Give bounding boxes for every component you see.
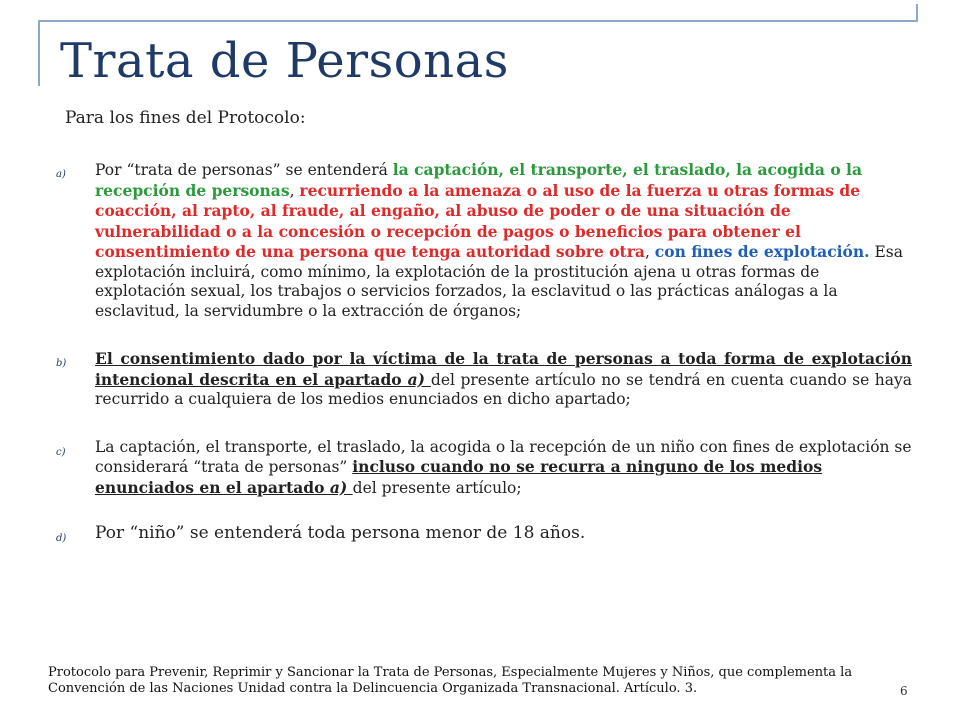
- item-a-purpose: con fines de explotación.: [654, 242, 870, 261]
- item-b-text: del presente artículo no se tendrá en cuenta cuando se haya recurrido a cualquiera de los medios enunciados en dicho apartado;: [95, 370, 912, 408]
- frame-left-line: [38, 20, 40, 86]
- item-a-text-1: Por “trata de personas” se entenderá: [95, 161, 393, 179]
- item-d-text: Por “niño” se entenderá toda persona menor de 18 años.: [95, 523, 586, 543]
- page-number: 6: [900, 684, 908, 698]
- item-b-label: b): [56, 358, 67, 369]
- article-items: [56, 160, 912, 544]
- footer-citation: Protocolo para Prevenir, Reprimir y Sancionar la Trata de Personas, Especialmente Mujeres y Niños, que complementa la Convención de las Naciones Unidad contra la Delincuencia Organizada Transnacional. Artículo. 3.: [48, 665, 853, 696]
- item-a-label: a): [56, 169, 66, 180]
- intro-text: Para los fines del Protocolo:: [65, 108, 306, 128]
- item-d-label: d): [56, 533, 67, 544]
- item-b-consent: El consentimiento dado por la víctima de la trata de personas a toda forma de explotación intencional descrita en el apartado: [95, 349, 912, 389]
- item-d: [56, 524, 912, 544]
- item-a-means: recurriendo a la amenaza o al uso de la fuerza u otras formas de coacción, al rapto, al fraude, al engaño, al abuso de poder o de una situación de vulnerabilidad o a la concesión o recepción de pagos o beneficios para obtener el consentimiento de una persona que tenga autoridad sobre otra: [95, 180, 861, 261]
- frame-top-line: [38, 20, 918, 22]
- frame-corner-tick: [916, 4, 918, 22]
- slide-title: Trata de Personas: [60, 33, 509, 89]
- item-a-text-2: ,: [289, 181, 300, 200]
- item-a-text-4: Esa explotación incluirá, como mínimo, la explotación de la prostitución ajena u otras formas de explotación sexual, los trabajos o servicios forzados, la esclavitud o las prácticas análogas a la esclavitud, la servidumbre o la extracción de órganos;: [95, 243, 903, 320]
- item-c-text-1: La captación, el transporte, el traslado, la acogida o la recepción de un niño con fines de explotación se considerará “trata de personas”: [95, 437, 912, 476]
- item-c-text-2: del presente artículo;: [352, 478, 522, 497]
- item-a-text-3: ,: [644, 243, 655, 261]
- item-c: [56, 438, 912, 499]
- item-b: [56, 349, 912, 410]
- item-c-even-when: incluso cuando no se recurra a ninguno de los medios enunciados en el apartado: [95, 457, 823, 497]
- item-c-label: c): [56, 446, 66, 458]
- item-a-actions: la captación, el transporte, el traslado, la acogida o la recepción de personas: [95, 160, 862, 200]
- item-a: [56, 160, 912, 321]
- item-b-ref-a: a): [407, 369, 431, 389]
- item-c-ref-a: a): [329, 477, 353, 497]
